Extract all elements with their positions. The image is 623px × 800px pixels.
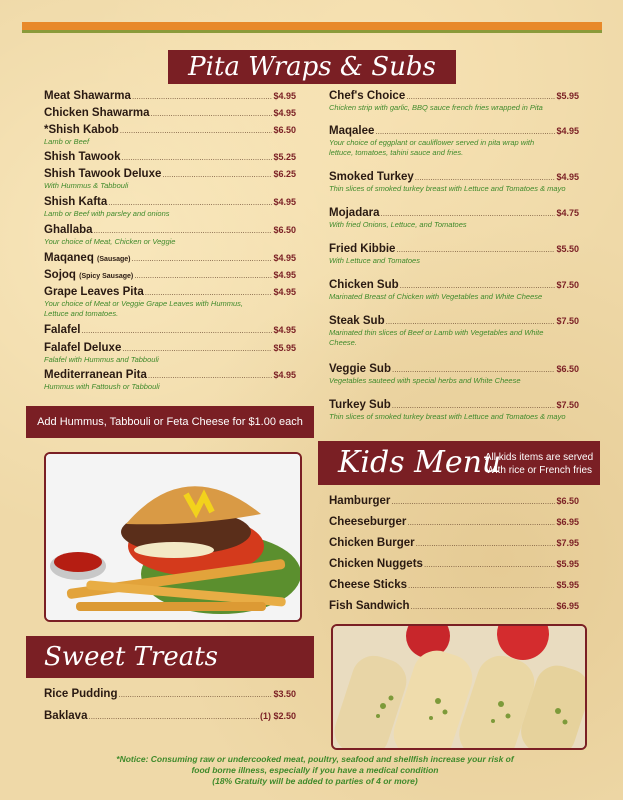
item-description: Thin slices of smoked turkey breast with Lettuce and Tomatoes & mayo [329, 184, 566, 193]
item-price: $6.50 [556, 364, 579, 374]
item-price: $5.25 [273, 152, 296, 162]
menu-item [329, 558, 579, 570]
item-name: Maqaneq [44, 252, 94, 264]
item-name: Baklava [44, 710, 88, 722]
top-stripe-olive [22, 30, 602, 33]
notice-line: *Notice: Consuming raw or undercooked meat, poultry, seafood and shellfish increase your risk of [116, 754, 514, 764]
health-notice [80, 754, 550, 787]
menu-item [44, 342, 296, 365]
item-description: Your choice of Meat or Veggie Grape Leaves with Hummus, Lettuce and tomatoes. [44, 299, 243, 318]
menu-item [329, 579, 579, 591]
menu-item [329, 315, 579, 348]
item-description: With fried Onions, Lettuce, and Tomatoes [329, 220, 467, 229]
item-name: *Shish Kabob [44, 124, 119, 136]
item-price: $4.95 [273, 370, 296, 380]
item-name: Chef's Choice [329, 90, 406, 102]
menu-item [44, 688, 296, 700]
item-price: $4.95 [273, 91, 296, 101]
item-name: Cheese Sticks [329, 579, 407, 591]
menu-item [329, 363, 579, 386]
menu-item [44, 324, 296, 336]
item-price: $6.50 [273, 125, 296, 135]
burger-photo [44, 452, 302, 622]
item-description: Chicken strip with garlic, BBQ sauce french fries wrapped in Pita [329, 103, 543, 112]
item-name: Turkey Sub [329, 399, 391, 411]
item-name: Chicken Burger [329, 537, 415, 549]
item-price: $7.50 [556, 316, 579, 326]
item-price: $4.95 [273, 287, 296, 297]
menu-item [44, 124, 296, 147]
baklava-photo [331, 624, 587, 750]
kids-note-line2: With rice or French fries [485, 465, 593, 476]
item-name: Shish Kafta [44, 196, 108, 208]
item-price: $6.95 [556, 601, 579, 611]
item-name: Falafel Deluxe [44, 342, 122, 354]
menu-item [44, 151, 296, 163]
item-note: (Sausage) [97, 256, 131, 263]
item-price: $4.95 [273, 325, 296, 335]
sweet-treats-banner: Sweet Treats [26, 636, 314, 678]
item-description: Vegetables sauteed with special herbs and White Cheese [329, 376, 521, 385]
menu-item [44, 90, 296, 102]
item-price: (1) $2.50 [259, 711, 296, 721]
kids-menu-note [484, 451, 594, 477]
item-price: $5.95 [556, 580, 579, 590]
notice-line: (18% Gratuity will be added to parties of 4 or more) [212, 776, 418, 786]
item-description: Falafel with Hummus and Tabbouli [44, 355, 159, 364]
item-price: $5.50 [556, 244, 579, 254]
item-price: $4.95 [273, 253, 296, 263]
item-name: Shish Tawook [44, 151, 121, 163]
item-name: Sojoq [44, 269, 76, 281]
item-name: Falafel [44, 324, 81, 336]
menu-item [329, 495, 579, 507]
menu-item [44, 269, 296, 281]
item-price: $7.50 [556, 400, 579, 410]
item-price: $6.50 [556, 496, 579, 506]
kids-menu-banner [318, 441, 600, 485]
menu-item [44, 710, 296, 722]
pita-wraps-banner: Pita Wraps & Subs [168, 50, 456, 84]
menu-item [44, 369, 296, 392]
item-description: Thin slices of smoked turkey breast with Lettuce and Tomatoes & mayo [329, 412, 566, 421]
item-description: With Lettuce and Tomatoes [329, 256, 420, 265]
item-name: Chicken Nuggets [329, 558, 423, 570]
item-price: $4.95 [556, 126, 579, 136]
item-name: Mojadara [329, 207, 380, 219]
addon-banner: Add Hummus, Tabbouli or Feta Cheese for $1.00 each [26, 406, 314, 438]
menu-item [329, 90, 579, 113]
item-description: Lamb or Beef with parsley and onions [44, 209, 170, 218]
item-price: $4.75 [556, 208, 579, 218]
item-name: Hamburger [329, 495, 391, 507]
item-price: $7.50 [556, 280, 579, 290]
item-description: Marinated Breast of Chicken with Vegetables and White Cheese [329, 292, 543, 301]
menu-item [44, 224, 296, 247]
item-name: Veggie Sub [329, 363, 391, 375]
item-description: Marinated thin slices of Beef or Lamb with Vegetables and White Cheese. [329, 328, 544, 347]
item-price: $6.25 [273, 169, 296, 179]
item-price: $4.95 [273, 108, 296, 118]
item-name: Cheeseburger [329, 516, 407, 528]
menu-item [329, 125, 579, 158]
item-name: Maqalee [329, 125, 375, 137]
item-price: $4.95 [556, 172, 579, 182]
notice-line: food borne illness, especially if you have a medical condition [191, 765, 439, 775]
item-name: Chicken Shawarma [44, 107, 150, 119]
menu-item [44, 196, 296, 219]
kids-menu-title: Kids Menu [338, 445, 502, 480]
item-description: With Hummus & Tabbouli [44, 181, 129, 190]
menu-item [329, 516, 579, 528]
item-description: Your choice of Meat, Chicken or Veggie [44, 237, 176, 246]
menu-item [44, 107, 296, 119]
menu-item [329, 171, 579, 194]
item-name: Fried Kibbie [329, 243, 396, 255]
item-description: Lamb or Beef [44, 137, 90, 146]
item-name: Steak Sub [329, 315, 385, 327]
menu-item [44, 252, 296, 264]
menu-item [329, 537, 579, 549]
menu-item [329, 600, 579, 612]
top-stripe-orange [22, 22, 602, 30]
item-description: Your choice of eggplant or cauliflower served in pita wrap with lettuce, tomatoes, tahini sauce and fries. [329, 138, 535, 157]
item-name: Chicken Sub [329, 279, 399, 291]
item-name: Rice Pudding [44, 688, 118, 700]
kids-note-line1: All kids items are served [484, 452, 594, 463]
item-price: $7.95 [556, 538, 579, 548]
item-price: $4.95 [273, 197, 296, 207]
item-price: $4.95 [273, 270, 296, 280]
item-name: Smoked Turkey [329, 171, 414, 183]
menu-item [329, 207, 579, 230]
menu-item [329, 279, 579, 302]
item-price: $6.50 [273, 225, 296, 235]
item-name: Mediterranean Pita [44, 369, 147, 381]
item-name: Grape Leaves Pita [44, 286, 144, 298]
item-price: $5.95 [556, 91, 579, 101]
item-name: Shish Tawook Deluxe [44, 168, 162, 180]
item-price: $5.95 [556, 559, 579, 569]
menu-item [44, 286, 296, 319]
item-price: $6.95 [556, 517, 579, 527]
item-price: $3.50 [273, 689, 296, 699]
item-note: (Spicy Sausage) [79, 273, 134, 280]
menu-item [329, 243, 579, 266]
menu-item [329, 399, 579, 422]
item-name: Meat Shawarma [44, 90, 131, 102]
item-name: Fish Sandwich [329, 600, 410, 612]
menu-item [44, 168, 296, 191]
item-description: Hummus with Fattoush or Tabbouli [44, 382, 160, 391]
item-price: $5.95 [273, 343, 296, 353]
item-name: Ghallaba [44, 224, 93, 236]
